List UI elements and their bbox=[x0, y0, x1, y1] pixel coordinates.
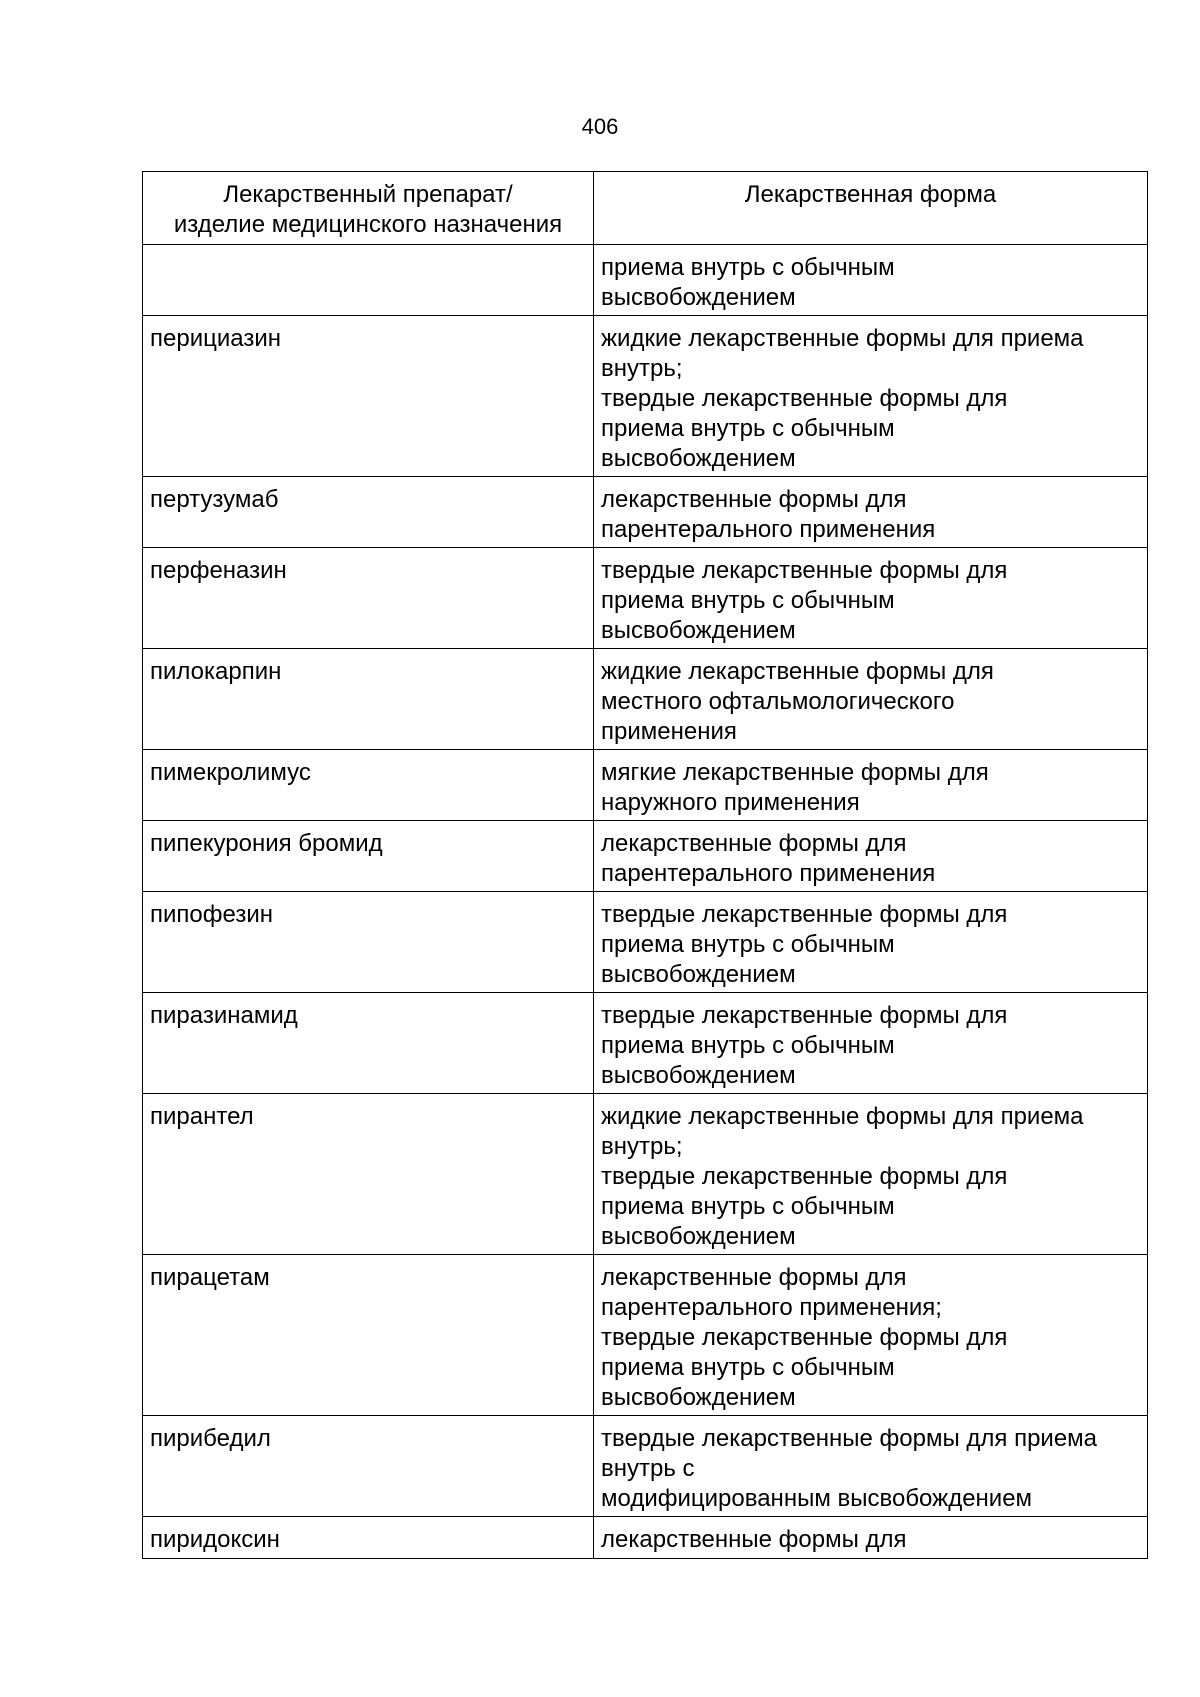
form-cell: твердые лекарственные формы для приема внутрь с обычным высвобождением bbox=[594, 993, 1148, 1094]
drug-cell bbox=[143, 245, 594, 316]
drug-cell: пирацетам bbox=[143, 1255, 594, 1416]
form-cell: лекарственные формы для bbox=[594, 1517, 1148, 1559]
drug-cell: пимекролимус bbox=[143, 750, 594, 821]
table-row bbox=[143, 821, 1148, 892]
table-row bbox=[143, 548, 1148, 649]
form-cell: твердые лекарственные формы для приема внутрь с модифицированным высвобождением bbox=[594, 1416, 1148, 1517]
table-row bbox=[143, 245, 1148, 316]
drug-cell: пиразинамид bbox=[143, 993, 594, 1094]
drug-cell: пирантел bbox=[143, 1094, 594, 1255]
drug-cell: пилокарпин bbox=[143, 649, 594, 750]
table-row bbox=[143, 750, 1148, 821]
drug-cell: перициазин bbox=[143, 316, 594, 477]
form-cell: лекарственные формы для парентерального применения bbox=[594, 821, 1148, 892]
table-row bbox=[143, 1094, 1148, 1255]
drug-cell: пертузумаб bbox=[143, 477, 594, 548]
table-row bbox=[143, 316, 1148, 477]
drug-table bbox=[142, 171, 1148, 1559]
form-cell: жидкие лекарственные формы для местного офтальмологического применения bbox=[594, 649, 1148, 750]
drug-cell: пирибедил bbox=[143, 1416, 594, 1517]
form-cell: твердые лекарственные формы для приема внутрь с обычным высвобождением bbox=[594, 892, 1148, 993]
table-row bbox=[143, 649, 1148, 750]
form-cell: твердые лекарственные формы для приема внутрь с обычным высвобождением bbox=[594, 548, 1148, 649]
form-cell: мягкие лекарственные формы для наружного применения bbox=[594, 750, 1148, 821]
form-cell: лекарственные формы для парентерального применения; твердые лекарственные формы для приема внутрь с обычным высвобождением bbox=[594, 1255, 1148, 1416]
form-cell: жидкие лекарственные формы для приема внутрь; твердые лекарственные формы для приема внутрь с обычным высвобождением bbox=[594, 316, 1148, 477]
drug-cell: перфеназин bbox=[143, 548, 594, 649]
header-drug: Лекарственный препарат/ изделие медицинского назначения bbox=[143, 172, 594, 245]
table-row bbox=[143, 892, 1148, 993]
form-cell: лекарственные формы для парентерального применения bbox=[594, 477, 1148, 548]
header-form: Лекарственная форма bbox=[594, 172, 1148, 245]
table-row bbox=[143, 477, 1148, 548]
table-row bbox=[143, 1416, 1148, 1517]
drug-cell: пипофезин bbox=[143, 892, 594, 993]
table-header-row bbox=[143, 172, 1148, 245]
form-cell: жидкие лекарственные формы для приема внутрь; твердые лекарственные формы для приема внутрь с обычным высвобождением bbox=[594, 1094, 1148, 1255]
table-row bbox=[143, 1255, 1148, 1416]
drug-cell: пиридоксин bbox=[143, 1517, 594, 1559]
page-number: 406 bbox=[581, 114, 619, 139]
table-row bbox=[143, 1517, 1148, 1559]
drug-cell: пипекурония бромид bbox=[143, 821, 594, 892]
table-row bbox=[143, 993, 1148, 1094]
form-cell: приема внутрь с обычным высвобождением bbox=[594, 245, 1148, 316]
